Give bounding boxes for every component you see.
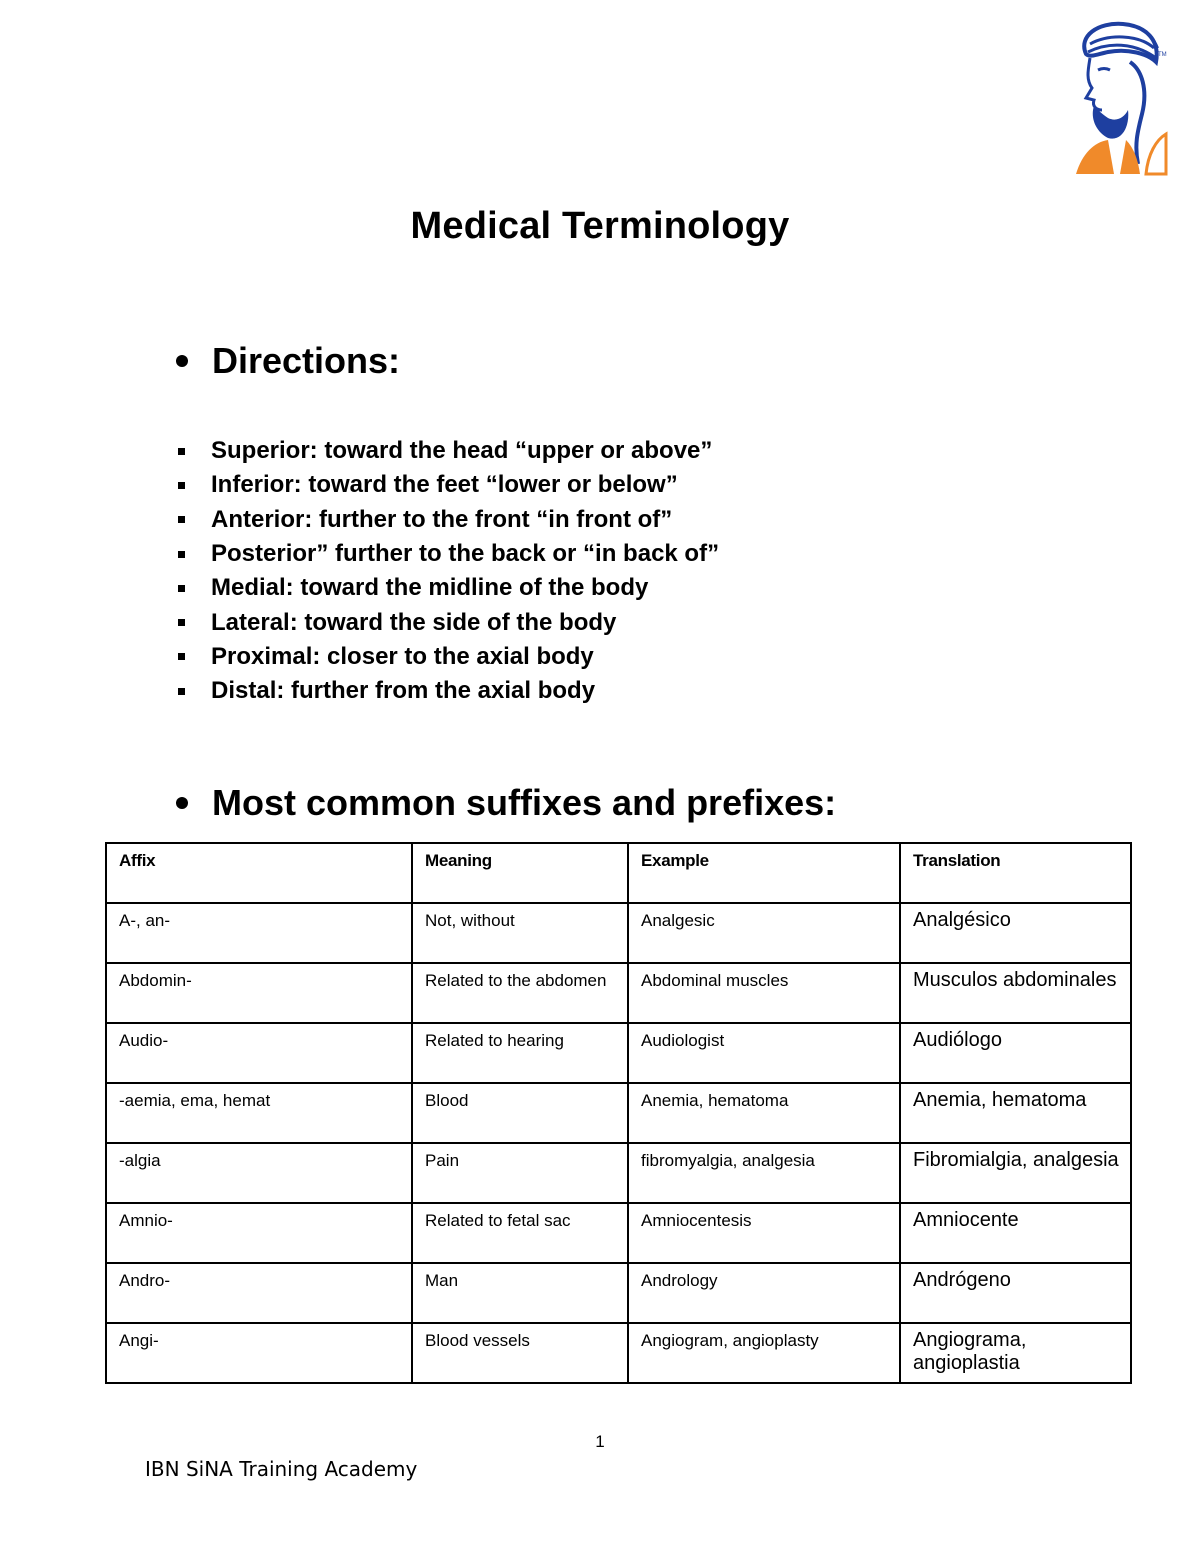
cell-translation: Angiograma, angioplastia (900, 1323, 1131, 1383)
table-row (106, 1023, 1131, 1083)
cell-affix: -aemia, ema, hemat (106, 1083, 412, 1143)
table-row (106, 1263, 1131, 1323)
table-row (106, 1083, 1131, 1143)
table-header-row (106, 843, 1131, 903)
cell-meaning: Related to fetal sac (412, 1203, 628, 1263)
square-bullet-icon (178, 619, 185, 626)
table-row (106, 1203, 1131, 1263)
list-item: Lateral: toward the side of the body (178, 605, 719, 639)
table-row (106, 1323, 1131, 1383)
list-item: Proximal: closer to the axial body (178, 640, 719, 674)
list-item: Medial: toward the midline of the body (178, 571, 719, 605)
list-item: Distal: further from the axial body (178, 674, 719, 708)
cell-affix: A-, an- (106, 903, 412, 963)
cell-affix: Andro- (106, 1263, 412, 1323)
table-row (106, 963, 1131, 1023)
cell-translation: Andrógeno (900, 1263, 1131, 1323)
page-number: 1 (595, 1432, 605, 1451)
square-bullet-icon (178, 482, 185, 489)
header-translation: Translation (900, 843, 1131, 903)
cell-example: Andrology (628, 1263, 900, 1323)
square-bullet-icon (178, 448, 185, 455)
header-meaning: Meaning (412, 843, 628, 903)
page-title: Medical Terminology (410, 205, 790, 247)
square-bullet-icon (178, 585, 185, 592)
cell-meaning: Man (412, 1263, 628, 1323)
cell-meaning: Related to hearing (412, 1023, 628, 1083)
cell-example: Angiogram, angioplasty (628, 1323, 900, 1383)
cell-example: Analgesic (628, 903, 900, 963)
cell-translation: Analgésico (900, 903, 1131, 963)
svg-text:TM: TM (1158, 52, 1167, 58)
cell-translation: Anemia, hematoma (900, 1083, 1131, 1143)
cell-meaning: Pain (412, 1143, 628, 1203)
list-item: Posterior” further to the back or “in back of” (178, 537, 719, 571)
list-item: Superior: toward the head “upper or above” (178, 434, 719, 468)
directions-list (178, 434, 719, 708)
cell-meaning: Blood vessels (412, 1323, 628, 1383)
directions-heading (176, 336, 400, 386)
square-bullet-icon (178, 653, 185, 660)
list-item: Anterior: further to the front “in front of” (178, 503, 719, 537)
cell-affix: Amnio- (106, 1203, 412, 1263)
cell-affix: Angi- (106, 1323, 412, 1383)
cell-example: Abdominal muscles (628, 963, 900, 1023)
affixes-heading-text: Most common suffixes and prefixes: (212, 782, 837, 823)
square-bullet-icon (178, 516, 185, 523)
affixes-heading (176, 778, 836, 828)
cell-meaning: Related to the abdomen (412, 963, 628, 1023)
cell-meaning: Blood (412, 1083, 628, 1143)
cell-translation: Musculos abdominales (900, 963, 1131, 1023)
cell-translation: Amniocente (900, 1203, 1131, 1263)
cell-translation: Fibromialgia, analgesia (900, 1143, 1131, 1203)
cell-translation: Audiólogo (900, 1023, 1131, 1083)
cell-meaning: Not, without (412, 903, 628, 963)
affix-table (105, 842, 1132, 1384)
header-affix: Affix (106, 843, 412, 903)
bullet-icon (176, 355, 188, 367)
cell-affix: -algia (106, 1143, 412, 1203)
cell-affix: Abdomin- (106, 963, 412, 1023)
footer-text: IBN SiNA Training Academy (145, 1457, 418, 1481)
cell-example: Audiologist (628, 1023, 900, 1083)
cell-affix: Audio- (106, 1023, 412, 1083)
directions-heading-text: Directions: (212, 340, 401, 381)
cell-example: fibromyalgia, analgesia (628, 1143, 900, 1203)
table-row (106, 903, 1131, 963)
ibn-sina-portrait-icon (1068, 14, 1168, 176)
cell-example: Amniocentesis (628, 1203, 900, 1263)
header-example: Example (628, 843, 900, 903)
list-item: Inferior: toward the feet “lower or below” (178, 468, 719, 502)
square-bullet-icon (178, 551, 185, 558)
square-bullet-icon (178, 688, 185, 695)
table-row (106, 1143, 1131, 1203)
bullet-icon (176, 797, 188, 809)
cell-example: Anemia, hematoma (628, 1083, 900, 1143)
